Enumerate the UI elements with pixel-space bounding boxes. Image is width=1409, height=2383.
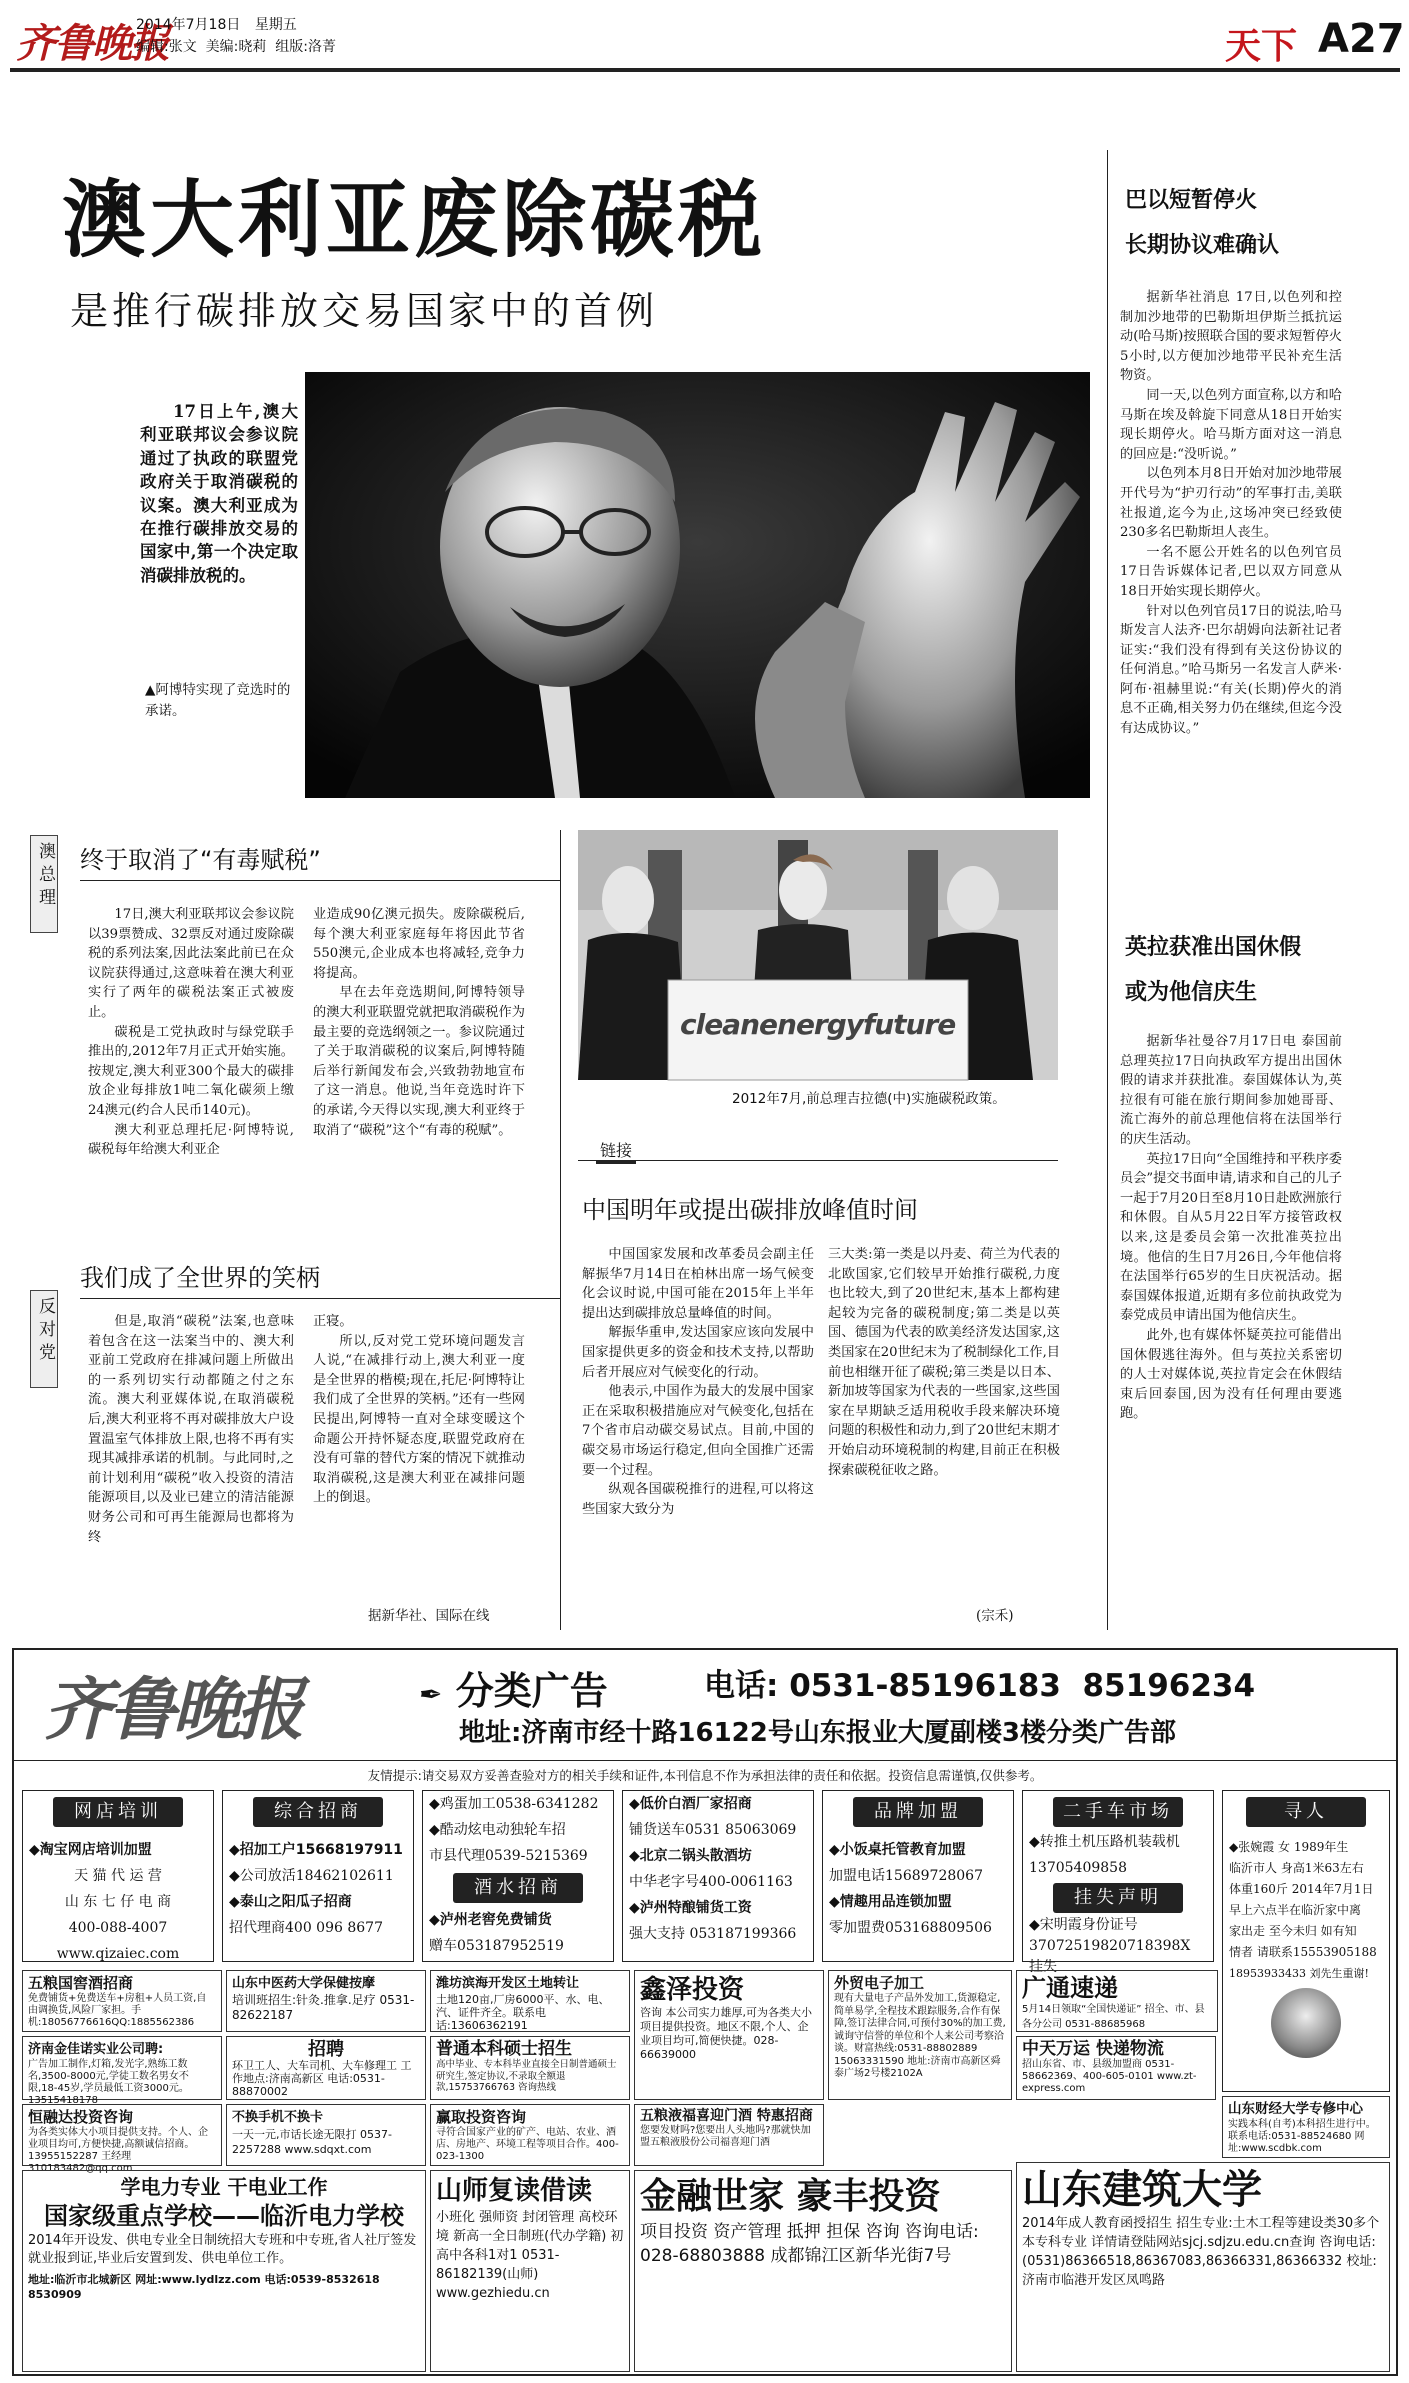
paragraph: 解振华重申,发达国家应该向发展中国家提供更多的资金和技术支持,以帮助后者开展应对气候变化的行动。 [582, 1325, 814, 1380]
section2-side-label [30, 1290, 58, 1388]
ad-col-baijiu [622, 1790, 814, 1962]
pen-icon: ✒ [419, 1678, 443, 1711]
missing-person-photo [1271, 1988, 1341, 2058]
ad-line: ◆鸡蛋加工0538-6341282 [429, 1796, 599, 1812]
story2-body [1120, 1032, 1342, 1622]
section2-col2 [313, 1312, 525, 1602]
story2-title-1: 英拉获准出国休假 [1125, 935, 1302, 960]
small-ad: 五粮国窖酒招商 免费铺货+免费送车+房租+人员工资,自由调换货,风险厂家担。手机:18056776616QQ:1885562386 [22, 1970, 222, 2032]
classified-logo: 齐鲁晚报 [44, 1670, 301, 1750]
story1-body [1120, 288, 1342, 888]
link-title: 中国明年或提出碳排放峰值时间 [582, 1196, 918, 1224]
ad-line: 中华老字号400-0061163 [629, 1874, 793, 1890]
section2-credit: 据新华社、国际在线 [368, 1608, 490, 1624]
section-name: 天下 [1225, 26, 1298, 67]
paragraph: 所以,反对党工党环境问题发言人说,“在减排行动上,澳大利亚一度是全世界的楷模;现在,托尼·阿博特让我们成了全世界的笑柄。”还有一些网民提出,阿博特一直对全球变暖这个命题公开持怀疑态度,联盟党政府在没有可靠的替代方案的情况下就推动取消碳税,这是澳大利亚在减排问题上的倒退。 [313, 1333, 525, 1506]
classified-title [419, 1660, 608, 1715]
small-ad: 鑫泽投资 咨询 本公司实力雄厚,可为各类大小项目提供投资。地区不限,个人、企业项目均可,简便快捷。028-66639000 [634, 1970, 824, 2100]
ad-line: ◆北京二锅头散酒坊 [629, 1848, 752, 1864]
podium-text: cleanenergyfuture [680, 1008, 956, 1041]
lead-subhead: 是推行碳排放交易国家中的首例 [70, 289, 659, 333]
section1-side-label-text: 澳总理 [35, 842, 55, 911]
lead-intro: 17日上午,澳大利亚联邦议会参议院通过了执政的联盟党政府关于取消碳税的议案。澳大利亚成为在推行碳排放交易的国家中,第一个决定取消碳排放税的。 [140, 402, 298, 585]
gillard-photo-art [578, 830, 1058, 1080]
story2-title-2: 或为他信庆生 [1125, 980, 1258, 1005]
ad-line: ◆张婉霞 女 1989年生 [1229, 1840, 1349, 1854]
abbott-photo [305, 372, 1090, 798]
date-text: 2014年7月18日 [136, 17, 241, 33]
paragraph: 碳税是工党执政时与绿党联手推出的,2012年7月正式开始实施。按规定,澳大利亚300个最大的碳排放企业每排放1吨二氧化碳须上缴24澳元(约合人民币140元)。 [88, 1024, 294, 1118]
ad-line: 天 猫 代 运 营 [74, 1868, 162, 1884]
paragraph: 澳大利亚总理托尼·阿博特说,碳税每年给澳大利亚企 [88, 1122, 294, 1158]
ad-line: 山 东 七 仔 电 商 [64, 1894, 172, 1910]
small-ad: 赢取投资咨询 寻符合国家产业的矿产、电站、农业、酒店、房地产、环境工程等项目合作。400-023-1300 [430, 2104, 630, 2166]
masthead [0, 0, 1409, 72]
ad-line: ◆泸州特酿铺货工资 [629, 1900, 752, 1916]
section2-title-rule [80, 1298, 560, 1299]
phone-number: 0531-85196183 85196234 [789, 1668, 1256, 1704]
paragraph: 早在去年竞选期间,阿博特领导的澳大利亚联盟党就把取消碳税作为最主要的竞选纲领之一。参议院通过了关于取消碳税的议案后,阿博特随后举行新闻发布会,兴致勃勃地宣布了这一消息。他说,当年竞选时许下的承诺,今天得以实现,澳大利亚终于取消了“碳税”这个“有毒的税赋”。 [313, 985, 525, 1138]
section1-side-label [30, 835, 58, 933]
paragraph: 据新华社曼谷7月17日电 泰国前总理英拉17日向执政军方提出出国休假的请求并获批准。泰国媒体认为,英拉很有可能在旅行期间参加她哥哥、流亡海外的前总理他信将在法国举行的庆生活动。 [1120, 1034, 1342, 1147]
small-ad: 济南金佳诺实业公司聘: 广告加工制作,灯箱,发光字,熟练工数名,3500-8000元,学徒工数名男女不限,18-45岁,学员最低工资3000元。13515418178 [22, 2036, 222, 2100]
small-ad: 金融世家 豪丰投资 项目投资 资产管理 抵押 担保 咨询 咨询电话: 028-68803888 成都锦江区新华光街7号 [634, 2170, 1012, 2372]
lead-photo-caption: ▲阿博特实现了竞选时的承诺。 [145, 682, 291, 719]
paragraph: 此外,也有媒体怀疑英拉可能借出国休假逃往海外。但与英拉关系密切的人士对媒体说,英拉肯定会在休假结束后回泰国,因为没有任何理由要逃跑。 [1120, 1327, 1342, 1422]
section2-side-label-text: 反对党 [35, 1297, 55, 1366]
ad-tag-wangdian: 网店培训 [53, 1797, 183, 1827]
ad-col-mid [422, 1790, 614, 1962]
ad-tag-guashi: 挂失声明 [1053, 1883, 1183, 1913]
classified-section [12, 1648, 1398, 2376]
ad-col-wangdian [22, 1790, 214, 1962]
lead-headline: 澳大利亚废除碳税 [62, 171, 767, 269]
small-ad: 山东建筑大学 2014年成人教育函授招生 招生专业:土木工程等建设类30多个本专科专业 详情请登陆网站sjcj.sdjzu.edu.cn查询 咨询电话:(0531)86366518,86367083,86366331,86366332 校址:济南市临港开发区凤鸣路 [1016, 2162, 1390, 2372]
ad-line: 强大支持 053187199366 [629, 1926, 797, 1942]
ad-tag-zonghe: 综合招商 [253, 1797, 383, 1827]
section1-col1 [88, 905, 294, 1235]
ad-line: ◆宋明霞身份证号 [1029, 1917, 1138, 1933]
right-column-rule [1107, 150, 1108, 1630]
paragraph: 以色列本月8日开始对加沙地带展开代号为“护刃行动”的军事打击,美联社报道,迄今为止,这场冲突已经致使230多名巴勒斯坦人丧生。 [1120, 466, 1342, 541]
page-number: A27 [1318, 16, 1405, 62]
ad-line: ◆转推土机压路机装载机 [1029, 1834, 1180, 1850]
classified-phone [704, 1660, 1255, 1705]
small-ad: 潍坊滨海开发区土地转让 土地120亩,厂房6000平、水、电、汽、证件齐全。联系电话:13606362191 [430, 1970, 630, 2032]
link-col2 [828, 1245, 1060, 1590]
gillard-photo [578, 830, 1058, 1080]
paragraph: 他表示,中国作为最大的发展中国家正在采取积极措施应对气候变化,包括在7个省市启动碳交易试点。目前,中国的碳交易市场运行稳定,但向全国推广还需要一个过程。 [582, 1384, 814, 1478]
paragraph: 正寝。 [313, 1314, 353, 1329]
ad-line: 招代理商400 096 8677 [229, 1920, 383, 1936]
phone-label: 电话: [704, 1668, 779, 1704]
ad-line: ◆泰山之阳瓜子招商 [229, 1894, 352, 1910]
ad-line: 家出走 至今未归 如有知 [1229, 1924, 1357, 1938]
ad-line: 13705409858 [1029, 1860, 1127, 1876]
ad-line: 早上六点半在临沂家中离 [1229, 1903, 1362, 1917]
ad-line: ◆酷动炫电动独轮车招 [429, 1822, 566, 1838]
ad-tag-jiushui: 酒水招商 [453, 1873, 583, 1903]
ad-col-xunren [1222, 1790, 1390, 2092]
editor-credits: 编辑:张文 美编:晓莉 组版:洛菁 [136, 39, 336, 55]
small-ad: 山东中医药大学保健按摩 培训班招生:针灸.推拿.足疗 0531-82622187 [226, 1970, 426, 2032]
paragraph: 同一天,以色列方面宣称,以方和哈马斯在埃及斡旋下同意从18日开始实现长期停火。哈马斯方面对这一消息的回应是:“没听说。” [1120, 387, 1342, 462]
issue-date [136, 14, 297, 34]
paragraph: 英拉17日向“全国维持和平秩序委员会”提交书面申请,请求和自己的儿子一起于7月20日至8月10日赴欧洲旅行和休假。自从5月22日军方接管政权以来,这是委员会第一次批准英拉出境。他信的生日7月26日,今年他信将在法国举行65岁的生日庆祝活动。据泰国媒体报道,近期有多位前执政党为泰党成员申请出国为他信庆生。 [1120, 1151, 1342, 1324]
small-ad: 不换手机不换卡 一天一元,市话长途无限打 0537-2257288 www.sdqxt.com [226, 2104, 426, 2166]
ad-col-pinpai [822, 1790, 1014, 1962]
ad-line: ◆淘宝网店培训加盟 [29, 1842, 152, 1858]
small-ad: 普通本科硕士招生 高中毕业、专本科毕业直接全日制普通硕士研究生,签定协议,不录取全额退款,15753766763 咨询热线 [430, 2036, 630, 2100]
link-col1 [582, 1245, 814, 1615]
paragraph: 针对以色列官员17日的说法,哈马斯发言人法齐·巴尔胡姆向法新社记者证实:“我们没有得到有关这份协议的任何消息。”哈马斯另一名发言人萨米·阿布·祖赫里说:“有关(长期)停火的消息不正确,相关努力仍在继续,但迄今没有达成协议。” [1120, 603, 1342, 737]
ad-line: 挂失 [1029, 1959, 1057, 1975]
small-ad: 学电力专业 干电业工作 国家级重点学校——临沂电力学校 2014年开设发、供电专业全日制统招大专班和中专班,省人社厅签发就业报到证,毕业后安置到发、供电单位工作。 地址:临沂市北城新区 网址:www.lydlzz.com 电话:0539-8532618 8530909 [22, 2170, 426, 2372]
mid-column-rule [560, 830, 561, 1630]
ad-line: 400-088-4007 [68, 1920, 168, 1936]
ad-line: 37072519820718398X [1029, 1938, 1191, 1954]
paragraph: 纵观各国碳税推行的进程,可以将这些国家大致分为 [582, 1482, 814, 1517]
ad-line: ◆招加工户15668197911 [229, 1842, 403, 1858]
ad-line: 铺货送车0531 85063069 [629, 1822, 797, 1838]
ad-line: ◆公司放活18462102611 [229, 1868, 394, 1884]
abbott-photo-art [305, 372, 1090, 798]
small-ad: 中天万运 快递物流 招山东省、市、县级加盟商 0531-58662369、400-605-0101 www.zt-express.com [1016, 2036, 1216, 2100]
paragraph: 中国国家发展和改革委员会副主任解振华7月14日在柏林出席一场气候变化会议时说,中国可能在2015年上半年提出达到碳排放总量峰值的时间。 [582, 1247, 814, 1321]
classified-notice: 友情提示:请交易双方妥善查验对方的相关手续和证件,本刊信息不作为承担法律的责任和依据。投资信息需谨慎,仅供参考。 [367, 1768, 1043, 1783]
paragraph: 17日,澳大利亚联邦议会参议院以39票赞成、32票反对通过废除碳税的系列法案,因此法案此前已在众议院获得通过,这意味着在澳大利亚实行了两年的碳税法案正式被废止。 [88, 907, 294, 1020]
small-ad: 五粮液福喜迎门酒 特惠招商 您要发财吗?您要出人头地吗?那就快加盟五粮液股份公司福喜迎门酒 [634, 2104, 824, 2166]
ad-line: 市县代理0539-5215369 [429, 1848, 588, 1864]
paragraph: 据新华社消息 17日,以色列和控制加沙地带的巴勒斯坦伊斯兰抵抗运动(哈马斯)按照联合国的要求短暂停火5小时,以方便加沙地带平民补充生活物资。 [1120, 290, 1342, 384]
story1-title-2: 长期协议难确认 [1125, 233, 1280, 258]
masthead-logo: 齐鲁晚报 [16, 20, 168, 67]
ad-tag-ershou: 二手车市场 [1053, 1797, 1183, 1827]
paragraph: 三大类:第一类是以丹麦、荷兰为代表的北欧国家,它们较早开始推行碳税,力度也比较大,到了20世纪末,基本上都构建起较为完备的碳税制度;第二类是以英国、德国为代表的欧美经济发达国家,这类国家在20世纪末为了税制绿化工作,目前也相继开征了碳税;第三类是以日本、新加坡等国家为代表的一些国家,这些国家在早期缺乏适用税收手段来解决环境问题的积极性和动力,到了20世纪末期才开始启动环境税制的构建,目前正在积极探索碳税征收之路。 [828, 1247, 1060, 1478]
ad-line: 临沂市人 身高1米63左右 [1229, 1861, 1364, 1875]
ad-line: ◆低价白酒厂家招商 [629, 1796, 752, 1812]
ad-line: 零加盟费053168809506 [829, 1920, 992, 1936]
link-rule [578, 1160, 1058, 1161]
ad-line: ◆情趣用品连锁加盟 [829, 1894, 952, 1910]
ad-line: 情者 请联系15553905188 [1229, 1945, 1377, 1959]
photo2-caption: 2012年7月,前总理吉拉德(中)实施碳税政策。 [732, 1091, 1006, 1107]
section1-col2 [313, 905, 525, 1235]
ad-line: www.qizaiec.com [56, 1946, 180, 1962]
small-ad: 山东财经大学专修中心 实践本科(自考)本科招生进行中。联系电话:0531-88524680 网址:www.scdbk.com [1222, 2096, 1390, 2158]
link-tag: 链接 [596, 1138, 636, 1164]
classified-title-text: 分类广告 [455, 1669, 608, 1713]
ad-line: 加盟电话15689728067 [829, 1868, 983, 1884]
small-ad: 广通速递 5月14日领取“全国快递证” 招全、市、县各分公司 0531-88685968 [1016, 1970, 1218, 2032]
ad-line: ◆小饭桌托管教育加盟 [829, 1842, 966, 1858]
ad-tag-pinpai: 品牌加盟 [853, 1797, 983, 1827]
small-ad: 恒融达投资咨询 为各类实体大小项目提供支持。个人、企业项目均可,方便快捷,高额诚信招商。13955152287 王经理 310183482@qq.com [22, 2104, 222, 2166]
ad-line: 赠车053187952519 [429, 1938, 564, 1954]
ad-tag-xunren: 寻人 [1246, 1797, 1366, 1827]
notice-rule-top [14, 1760, 1396, 1761]
classified-header [14, 1650, 1396, 1758]
small-ad: 山师复读借读 小班化 强师资 封闭管理 高校环境 新高一全日制班(代办学籍) 初高中各科1对1 0531-86182139(山师) www.gezhiedu.cn [430, 2170, 630, 2372]
paragraph: 一名不愿公开姓名的以色列官员17日告诉媒体记者,巴以双方同意从18日开始实现长期停火。 [1120, 544, 1342, 599]
small-ad: 外贸电子加工 现有大量电子产品外发加工,货源稳定,简单易学,全程技术跟踪服务,合作有保障,签订法律合同,可预付30%的加工费,诚询守信誉的单位和个人来公司考察洽谈。财富热线:0531-88802889 15063331590 地址:济南市高新区舜泰广场2号楼2102A [828, 1970, 1012, 2100]
ad-line: ◆泸州老窖免费铺货 [429, 1912, 552, 1928]
masthead-rule [10, 68, 1400, 72]
small-ad: 招聘 环卫工人、大车司机、大车修理工 工作地点:济南高新区 电话:0531-88870002 [226, 2036, 426, 2100]
link-credit: (宗禾) [976, 1608, 1014, 1624]
section1-title: 终于取消了“有毒赋税” [80, 846, 321, 874]
section1-title-rule [80, 880, 560, 881]
weekday-text: 星期五 [254, 17, 297, 33]
section2-title: 我们成了全世界的笑柄 [80, 1264, 320, 1292]
paragraph: 业造成90亿澳元损失。废除碳税后,每个澳大利亚家庭每年将因此节省550澳元,企业成本也将减轻,竞争力将提高。 [313, 907, 525, 981]
ad-col-ershou [1022, 1790, 1214, 1975]
story1-title-1: 巴以短暂停火 [1125, 188, 1258, 213]
ad-line: 18953933433 刘先生重谢! [1229, 1967, 1369, 1980]
paragraph: 但是,取消“碳税”法案,也意味着包含在这一法案当中的、澳大利亚前工党政府在排减问题上所做出的一系列切实行动都随之付之东流。澳大利亚媒体说,在取消碳税后,澳大利亚将不再对碳排放大户设置温室气体排放上限,也将不再有实现其减排承诺的机制。与此同时,之前计划利用“碳税”收入投资的清洁能源项目,以及业已建立的清洁能源财务公司和可再生能源局也都将为终 [88, 1314, 294, 1545]
ad-col-zonghe [222, 1790, 414, 1962]
section2-col1 [88, 1312, 294, 1622]
classified-address: 地址:济南市经十路16122号山东报业大厦副楼3楼分类广告部 [459, 1718, 1176, 1748]
ad-line: 体重160斤 2014年7月1日 [1229, 1882, 1374, 1896]
